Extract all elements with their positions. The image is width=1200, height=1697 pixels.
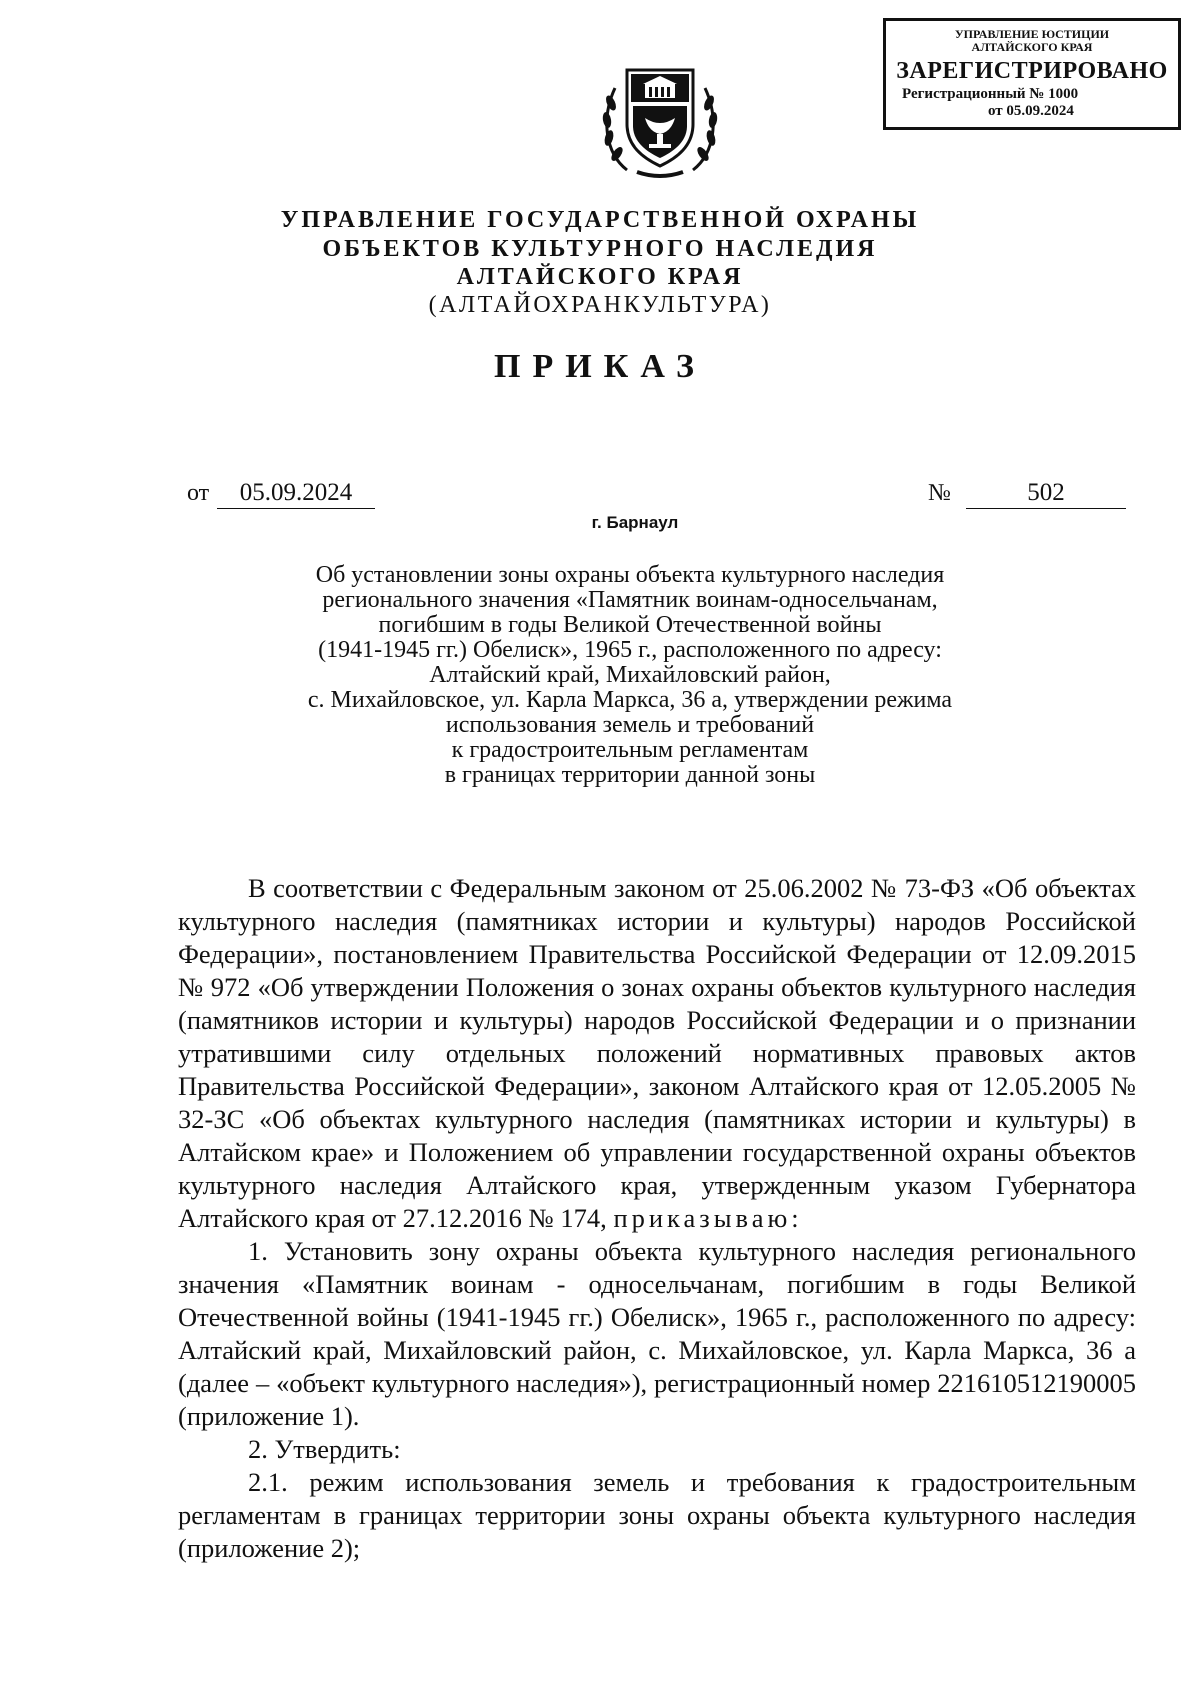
document-body [178, 872, 1136, 1565]
subject-line: использования земель и требований [445, 712, 815, 738]
stamp-status: ЗАРЕГИСТРИРОВАНО [896, 58, 1168, 84]
org-short-name: (АЛТАЙОХРАНКУЛЬТУРА) [428, 292, 772, 318]
subject-line: к градостроительным регламентам [451, 737, 809, 763]
org-name-line1: УПРАВЛЕНИЕ ГОСУДАРСТВЕННОЙ ОХРАНЫ [280, 207, 920, 233]
document-date: 05.09.2024 [217, 478, 375, 509]
subject-line: Алтайский край, Михайловский район, [429, 662, 831, 688]
order-item-2: 2. Утвердить: [248, 1434, 401, 1464]
order-item-1: 1. Установить зону охраны объекта культурного наследия регионального значения «Памятник воинам - односельчанам, погибшим в годы Великой Отечественной войны (1941-1945 гг.) Обелиск», 1965 г., расположенного по адресу: Алтайский край, Михайловский район, с. Михайловское, ул. Карла Маркса, 36 а (далее – «объект культурного наследия»), регистрационный номер 221610512190005 (приложение 1). [178, 1236, 1136, 1431]
org-name-line3: АЛТАЙСКОГО КРАЯ [456, 264, 744, 290]
registration-stamp [883, 18, 1181, 130]
stamp-registration-date: от 05.09.2024 [988, 103, 1074, 119]
preamble-paragraph [178, 872, 1136, 1235]
subject-line: (1941-1945 гг.) Обелиск», 1965 г., расположенного по адресу: [318, 637, 942, 663]
order-item-2-1: 2.1. режим использования земель и требования к градостроительным регламентам в границах территории зоны охраны объекта культурного наследия (приложение 2); [178, 1467, 1136, 1563]
document-subject [230, 563, 1030, 788]
document-number: 502 [966, 478, 1126, 509]
order-word: приказываю: [613, 1203, 803, 1233]
coat-of-arms-icon [597, 58, 723, 182]
number-label: № [928, 480, 951, 506]
subject-line: Об установлении зоны охраны объекта культурного наследия [315, 562, 945, 588]
stamp-registration-number: Регистрационный № 1000 [902, 86, 1079, 102]
document-city: г. Барнаул [591, 513, 679, 532]
preamble-text: В соответствии с Федеральным законом от 25.06.2002 № 73-ФЗ «Об объектах культурного наследия (памятниках истории и культуры) народов Российской Федерации», постановлением Правительства Российской Федерации от 12.09.2015 № 972 «Об утверждении Положения о зонах охраны объектов культурного наследия (памятников истории и культуры) народов Российской Федерации и о признании утратившими силу отдельных положений нормативных правовых актов Правительства Российской Федерации», законом Алтайского края от 12.05.2005 № 32-ЗС «Об объектах культурного наследия (памятниках истории и культуры) в Алтайском крае» и Положением об управлении государственной охраны объектов культурного наследия Алтайского края, утвержденным указом Губернатора Алтайского края от 27.12.2016 № 174, [178, 873, 1136, 1233]
document-type-title: ПРИКАЗ [494, 348, 706, 385]
subject-line: регионального значения «Памятник воинам-односельчанам, [322, 587, 938, 613]
subject-line: в границах территории данной зоны [444, 762, 816, 788]
stamp-authority-line1: УПРАВЛЕНИЕ ЮСТИЦИИ [954, 27, 1110, 41]
subject-line: с. Михайловское, ул. Карла Маркса, 36 а, утверждении режима [307, 687, 953, 713]
date-label: от [187, 480, 210, 506]
org-name-line2: ОБЪЕКТОВ КУЛЬТУРНОГО НАСЛЕДИЯ [322, 236, 878, 262]
stamp-authority-line2: АЛТАЙСКОГО КРАЯ [971, 40, 1093, 54]
subject-line: погибшим в годы Великой Отечественной войны [378, 612, 882, 638]
